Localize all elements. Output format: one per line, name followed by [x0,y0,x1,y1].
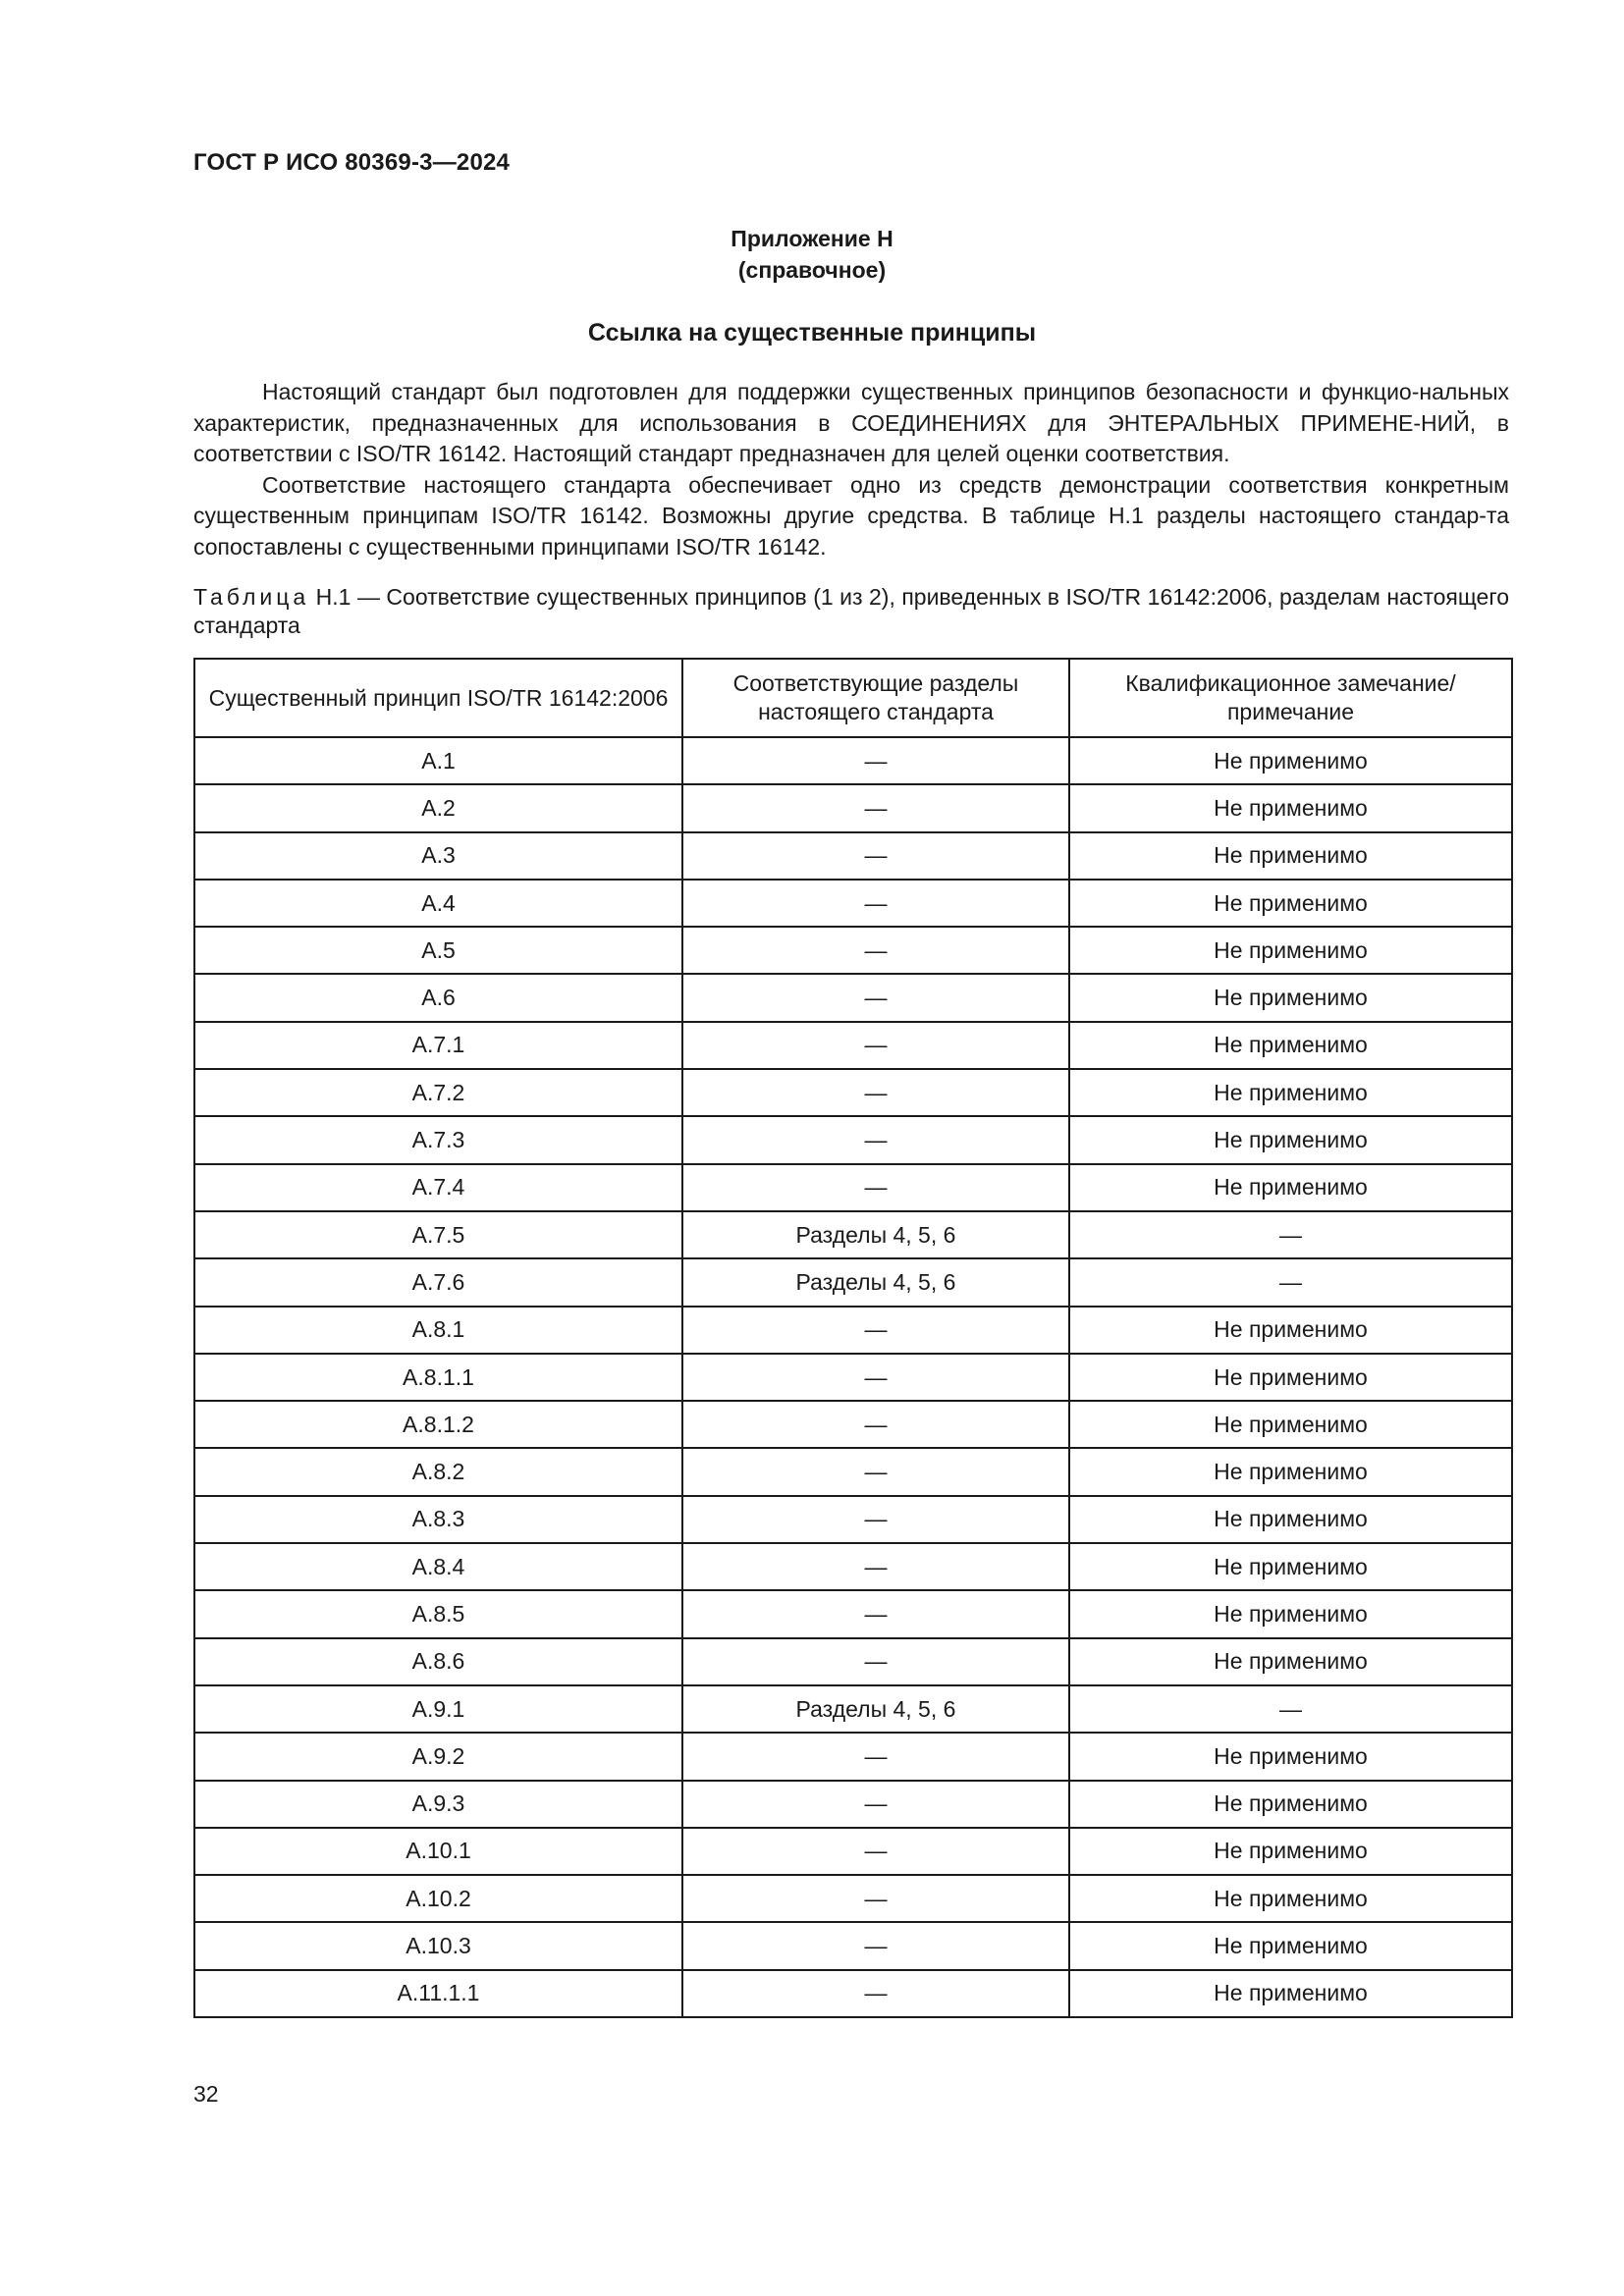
cell-principle: A.2 [194,784,682,831]
table-row [194,1590,1512,1637]
cell-remark: Не применимо [1069,880,1512,927]
cell-sections: — [682,784,1069,831]
table-row [194,1211,1512,1258]
table-row [194,1116,1512,1163]
cell-principle: A.7.1 [194,1022,682,1069]
cell-principle: A.9.2 [194,1733,682,1780]
cell-principle: A.8.6 [194,1638,682,1685]
cell-principle: A.5 [194,927,682,974]
table-row [194,1922,1512,1969]
cell-remark: Не применимо [1069,1496,1512,1543]
table-row [194,1022,1512,1069]
annex-title: Приложение Н [731,226,893,251]
cell-principle: A.9.3 [194,1781,682,1828]
cell-principle: A.10.1 [194,1828,682,1875]
table-row [194,1828,1512,1875]
cell-remark: Не применимо [1069,1781,1512,1828]
table-row [194,1354,1512,1401]
table-row [194,1164,1512,1211]
cell-sections: — [682,1781,1069,1828]
table-row [194,1781,1512,1828]
cell-sections: — [682,1638,1069,1685]
cell-sections: — [682,1448,1069,1495]
table-caption-label: Таблица [193,584,310,610]
cell-remark: Не применимо [1069,784,1512,831]
cell-principle: A.3 [194,832,682,880]
cell-principle: A.8.2 [194,1448,682,1495]
cell-sections: — [682,927,1069,974]
document-code: ГОСТ Р ИСО 80369-3—2024 [193,149,511,176]
table-row [194,1401,1512,1448]
cell-principle: A.7.2 [194,1069,682,1116]
cell-remark: Не применимо [1069,1448,1512,1495]
cell-sections: — [682,737,1069,784]
table-row [194,1638,1512,1685]
cell-remark: Не применимо [1069,1828,1512,1875]
cell-remark: Не применимо [1069,1875,1512,1922]
table-header-row [194,659,1512,737]
cell-sections: — [682,832,1069,880]
cell-remark: — [1069,1258,1512,1306]
table-row [194,1258,1512,1306]
cell-remark: — [1069,1211,1512,1258]
cell-remark: Не применимо [1069,1307,1512,1354]
column-header-principle: Существенный принцип ISO/TR 16142:2006 [194,659,682,737]
cell-sections: Разделы 4, 5, 6 [682,1211,1069,1258]
cell-principle: A.11.1.1 [194,1970,682,2017]
cell-remark: Не применимо [1069,974,1512,1021]
table-row [194,1685,1512,1733]
cell-remark: Не применимо [1069,1590,1512,1637]
table-row [194,1448,1512,1495]
table-row [194,1733,1512,1780]
table-caption-text: Н.1 — Соответствие существенных принципов (1 из 2), приведенных в ISO/TR 16142:2006, разделам настоящего стандарта [193,584,1509,638]
cell-sections: — [682,1733,1069,1780]
cell-remark: Не применимо [1069,1401,1512,1448]
cell-sections: — [682,1970,1069,2017]
cell-principle: A.1 [194,737,682,784]
intro-paragraph-2: Соответствие настоящего стандарта обеспечивает одно из средств демонстрации соответствия конкретным существенным принципам ISO/TR 16142. Возможны другие средства. В таблице Н.1 разделы настоящего стандар-та сопоставлены с существенными принципами ISO/TR 16142. [193,471,1509,560]
cell-sections: — [682,1543,1069,1590]
cell-sections: — [682,1590,1069,1637]
cell-remark: Не применимо [1069,1733,1512,1780]
cell-remark: Не применимо [1069,1164,1512,1211]
table-row [194,974,1512,1021]
cell-principle: A.6 [194,974,682,1021]
table-body [194,737,1512,2017]
cell-principle: A.9.1 [194,1685,682,1733]
cell-sections: Разделы 4, 5, 6 [682,1685,1069,1733]
intro-text [193,377,1509,562]
page-number: 32 [193,2081,219,2107]
cell-sections: — [682,1828,1069,1875]
cell-remark: Не применимо [1069,1970,1512,2017]
cell-remark: Не применимо [1069,1922,1512,1969]
cell-sections: — [682,1164,1069,1211]
cell-principle: A.8.4 [194,1543,682,1590]
cell-principle: A.4 [194,880,682,927]
cell-principle: A.8.3 [194,1496,682,1543]
cell-sections: — [682,1401,1069,1448]
cell-sections: — [682,1022,1069,1069]
table-row [194,832,1512,880]
cell-sections: — [682,1496,1069,1543]
cell-principle: A.7.3 [194,1116,682,1163]
cell-remark: Не применимо [1069,737,1512,784]
cell-remark: Не применимо [1069,1022,1512,1069]
cell-remark: Не применимо [1069,927,1512,974]
table-row [194,880,1512,927]
column-header-sections: Соответствующие разделы настоящего стандарта [682,659,1069,737]
table-row [194,1970,1512,2017]
cell-principle: A.8.1.1 [194,1354,682,1401]
cell-sections: — [682,1307,1069,1354]
cell-sections: — [682,1116,1069,1163]
table-row [194,1307,1512,1354]
table-caption [193,583,1509,640]
cell-sections: — [682,1922,1069,1969]
table-row [194,1496,1512,1543]
table-row [194,927,1512,974]
cell-sections: — [682,1069,1069,1116]
cell-remark: Не применимо [1069,832,1512,880]
table-row [194,1875,1512,1922]
cell-sections: Разделы 4, 5, 6 [682,1258,1069,1306]
cell-principle: A.7.6 [194,1258,682,1306]
essential-principles-table [193,658,1513,2018]
cell-sections: — [682,1354,1069,1401]
table-row [194,1543,1512,1590]
column-header-remark: Квалификационное замечание/ примечание [1069,659,1512,737]
cell-sections: — [682,880,1069,927]
section-title: Ссылка на существенные принципы [587,319,1037,347]
intro-paragraph-1: Настоящий стандарт был подготовлен для поддержки существенных принципов безопасности и функцио-нальных характеристик, предназначенных для использования в СОЕДИНЕНИЯХ для ЭНТЕРАЛЬНЫХ ПРИМЕНЕ-НИЙ, в соответствии с ISO/TR 16142. Настоящий стандарт предназначен для целей оценки соответствия. [193,379,1509,466]
cell-remark: Не применимо [1069,1543,1512,1590]
cell-sections: — [682,974,1069,1021]
table-row [194,737,1512,784]
cell-principle: A.8.5 [194,1590,682,1637]
cell-remark: Не применимо [1069,1638,1512,1685]
cell-principle: A.8.1 [194,1307,682,1354]
table-row [194,784,1512,831]
cell-remark: Не применимо [1069,1069,1512,1116]
table-row [194,1069,1512,1116]
cell-sections: — [682,1875,1069,1922]
annex-type: (справочное) [737,257,887,283]
cell-principle: A.7.5 [194,1211,682,1258]
cell-remark: Не применимо [1069,1354,1512,1401]
cell-principle: A.7.4 [194,1164,682,1211]
cell-principle: A.8.1.2 [194,1401,682,1448]
cell-principle: A.10.3 [194,1922,682,1969]
cell-remark: — [1069,1685,1512,1733]
cell-remark: Не применимо [1069,1116,1512,1163]
cell-principle: A.10.2 [194,1875,682,1922]
